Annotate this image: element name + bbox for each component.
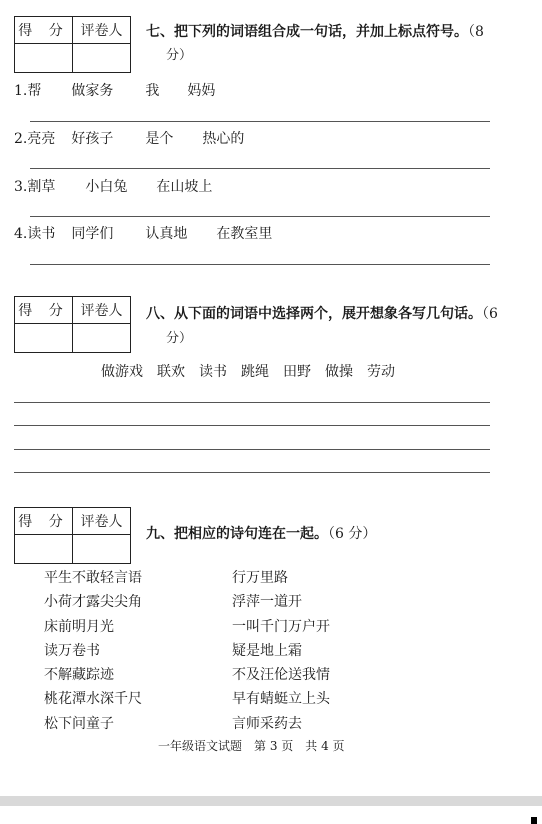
grader-cell [73, 44, 131, 73]
poem-line[interactable]: 平生不敢轻言语 [44, 570, 142, 586]
poem-line[interactable]: 早有蜻蜓立上头 [232, 691, 330, 708]
poem-line[interactable]: 床前明月光 [44, 618, 114, 635]
poem-line[interactable]: 读万卷书 [44, 642, 100, 659]
page-footer: 一年级语文试题 第 3 页 共 4 页 [158, 739, 345, 753]
word: 劳动 [367, 364, 395, 380]
grader-label: 评卷人 [73, 508, 131, 535]
poem-line[interactable]: 一叫千门万户开 [232, 618, 330, 635]
q7-points: 分） [166, 48, 193, 63]
writing-line[interactable] [14, 402, 490, 403]
score-cell [15, 324, 73, 353]
q7-item-4: 4.读书 同学们 认真地 在教室里 [14, 226, 273, 242]
poem-left-column [44, 566, 142, 736]
score-label: 得 分 [15, 508, 73, 535]
word: 做游戏 [101, 364, 143, 380]
answer-line[interactable] [30, 168, 490, 169]
q8-word-bank [101, 361, 409, 381]
answer-line[interactable] [30, 264, 490, 265]
poem-line[interactable]: 疑是地上霜 [232, 642, 302, 659]
poem-line[interactable]: 行万里路 [232, 570, 288, 586]
q7-item-1: 1.帮 做家务 我 妈妈 [14, 83, 216, 99]
poem-line[interactable]: 浮萍一道开 [232, 594, 302, 611]
grader-cell [73, 535, 131, 564]
q7-item-2: 2.亮亮 好孩子 是个 热心的 [14, 131, 245, 147]
score-cell [15, 535, 73, 564]
page-separator-bar [0, 796, 542, 806]
word: 做操 [325, 364, 353, 380]
grader-label: 评卷人 [73, 297, 131, 324]
q9-title: 九、把相应的诗句连在一起。（6 分） [146, 526, 377, 542]
writing-line[interactable] [14, 425, 490, 426]
score-label: 得 分 [15, 297, 73, 324]
word: 联欢 [157, 364, 185, 380]
writing-line[interactable] [14, 449, 490, 450]
poem-right-column [232, 566, 330, 736]
score-box-q7 [14, 16, 131, 73]
grader-cell [73, 324, 131, 353]
writing-line[interactable] [14, 472, 490, 473]
score-cell [15, 44, 73, 73]
answer-line[interactable] [30, 216, 490, 217]
q8-points: 分） [166, 331, 193, 346]
q8-title: 八、从下面的词语中选择两个，展开想象各写几句话。（6 [146, 306, 498, 322]
q7-item-3: 3.割草 小白兔 在山坡上 [14, 179, 213, 195]
word: 田野 [283, 364, 311, 380]
answer-line[interactable] [30, 121, 490, 122]
poem-line[interactable]: 桃花潭水深千尺 [44, 691, 142, 708]
poem-line[interactable]: 不及汪伦送我情 [232, 667, 330, 684]
word: 跳绳 [241, 364, 269, 380]
grader-label: 评卷人 [73, 17, 131, 44]
q7-title: 七、把下列的词语组合成一句话，并加上标点符号。（8 [146, 24, 484, 40]
score-box-q9 [14, 507, 131, 564]
poem-line[interactable]: 小荷才露尖尖角 [44, 594, 142, 611]
score-label: 得 分 [15, 17, 73, 44]
score-box-q8 [14, 296, 131, 353]
poem-line[interactable]: 言师采药去 [232, 715, 302, 732]
word: 读书 [199, 364, 227, 380]
poem-line[interactable]: 不解藏踪迹 [44, 667, 114, 684]
corner-mark [531, 817, 537, 824]
poem-line[interactable]: 松下问童子 [44, 715, 114, 732]
